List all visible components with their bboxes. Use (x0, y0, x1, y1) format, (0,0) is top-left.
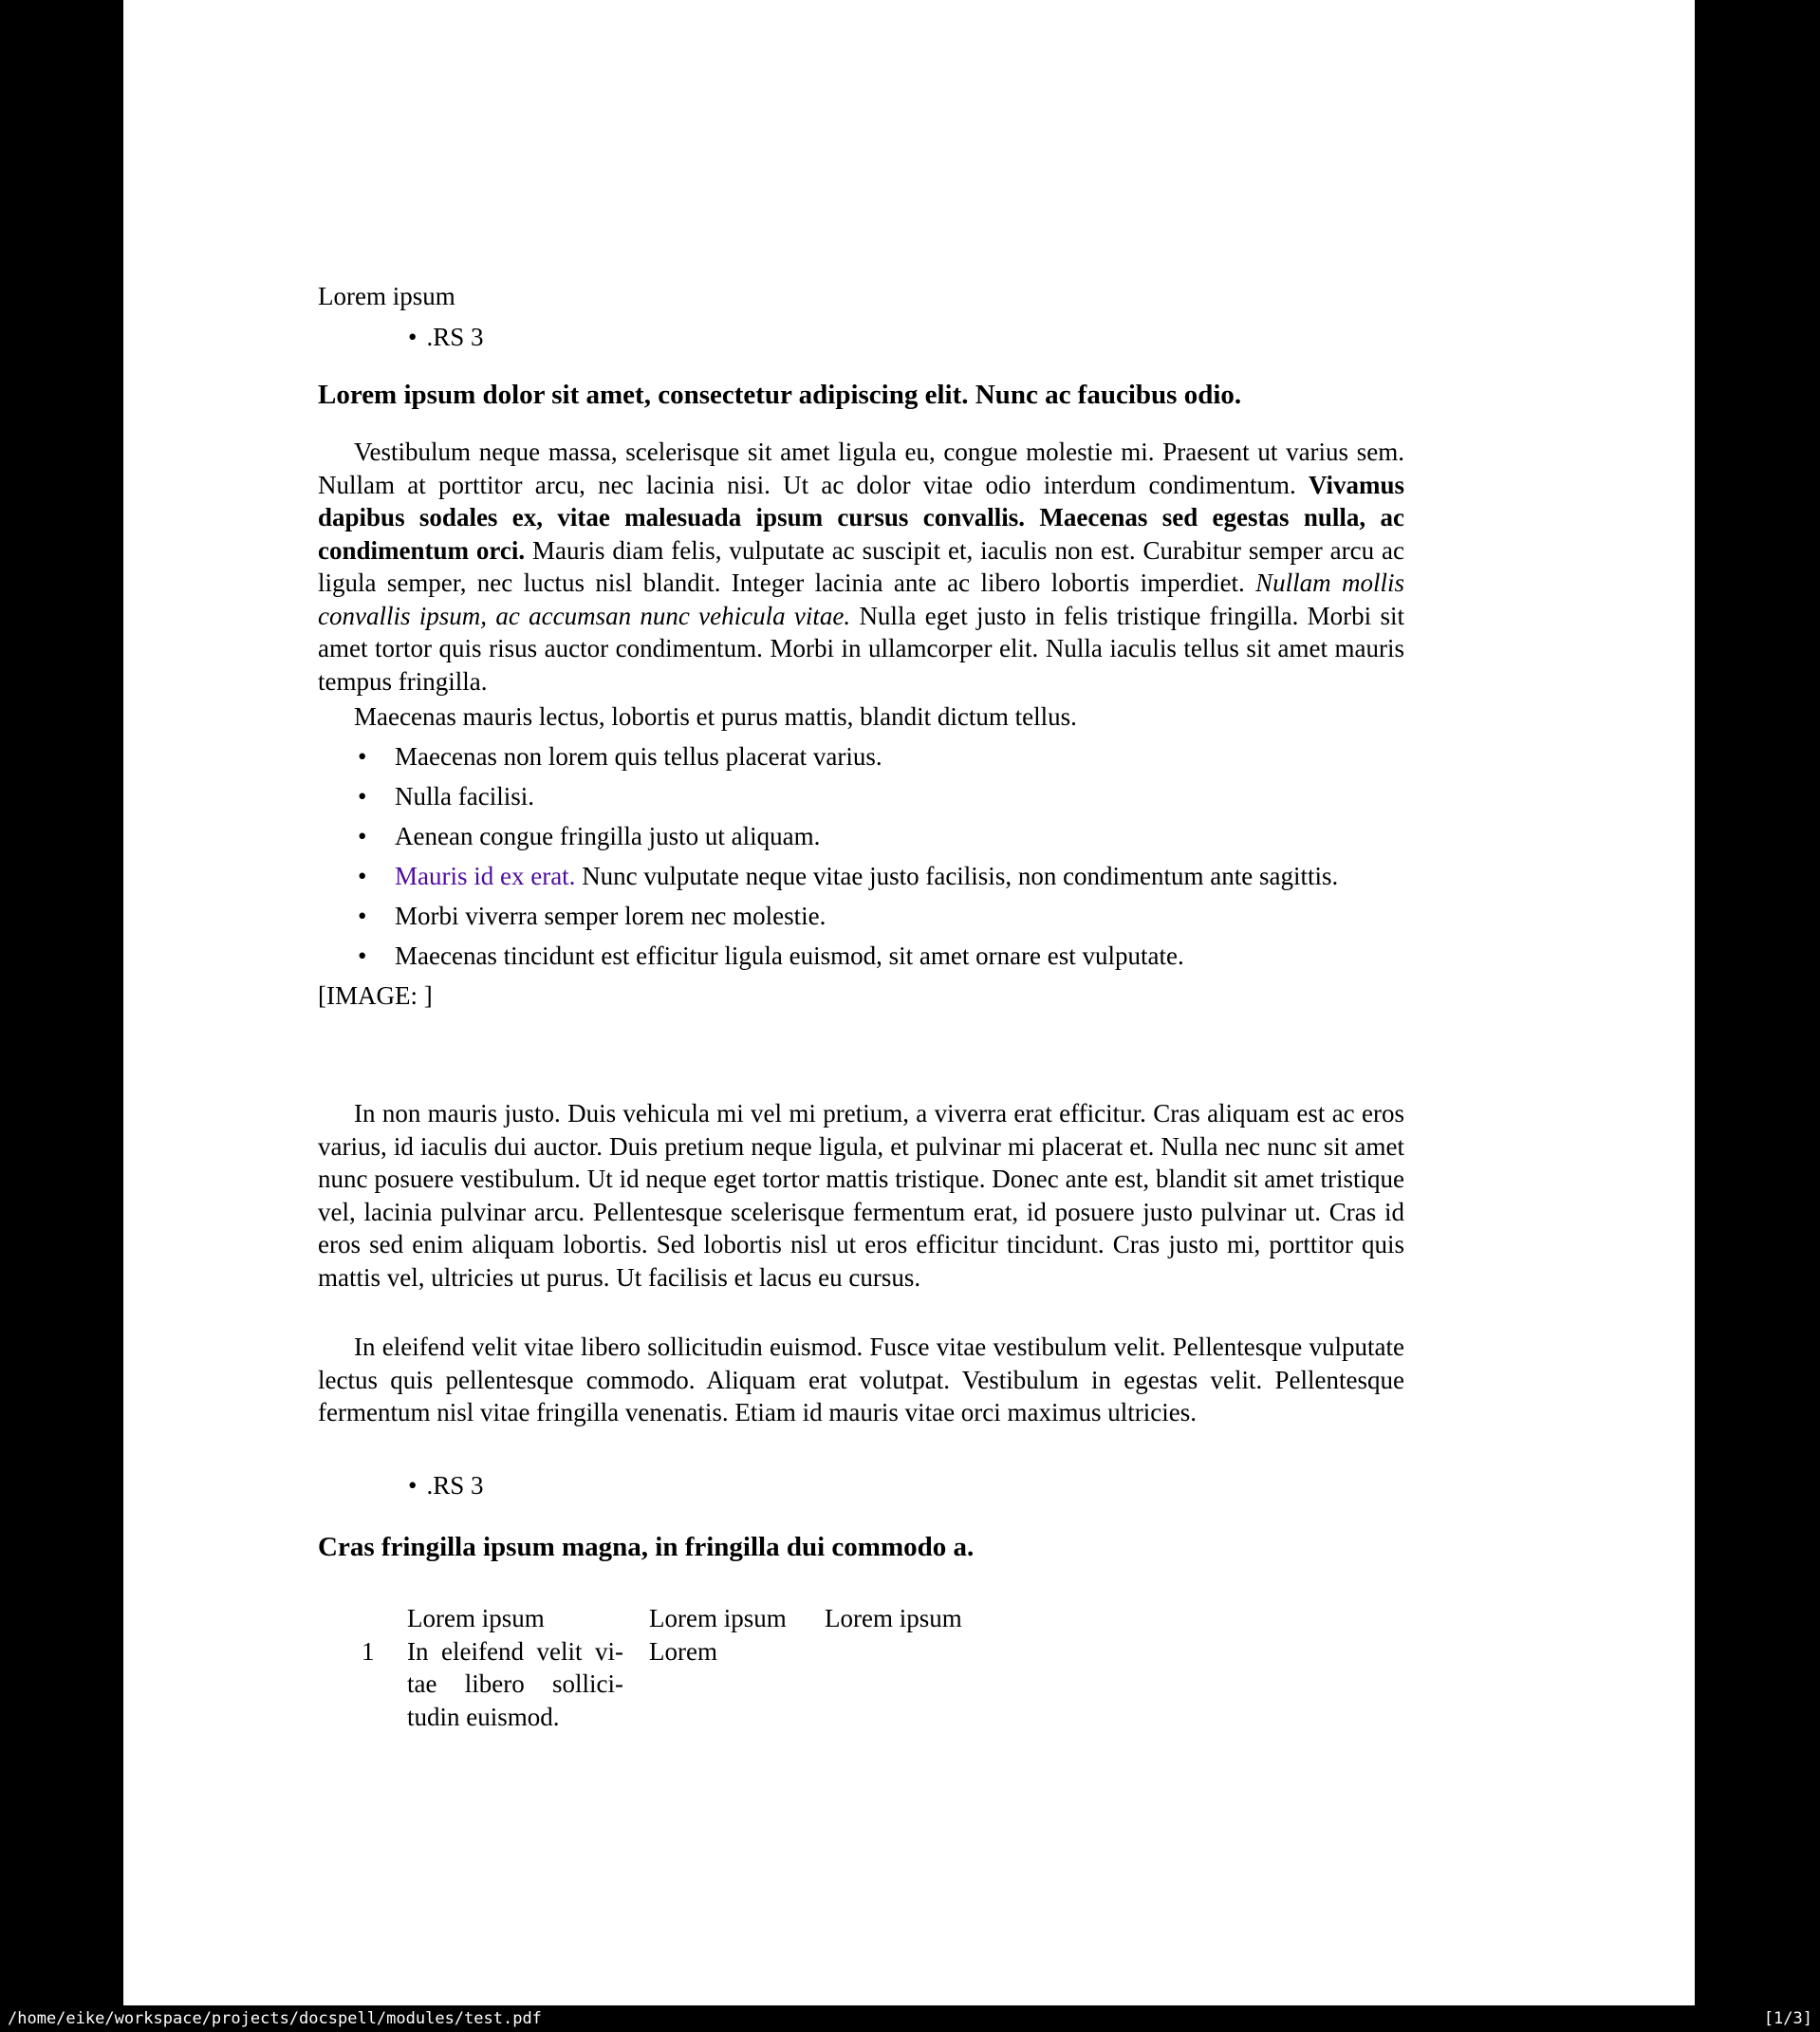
paragraph-1b: Maecenas mauris lectus, lobortis et purus mattis, blandit dictum tellus. (354, 702, 1077, 731)
rs-directive-line-1 (318, 321, 1495, 354)
list-item (318, 740, 1404, 774)
rs-directive-text: .RS 3 (426, 323, 484, 351)
paragraph-1: Vestibulum neque massa, scelerisque sit amet ligula eu, congue molestie mi. Praesent ut varius sem. Nullam at porttitor arcu, nec lacinia nisi. Ut ac dolor vitae odio interdum condimentum. Vivamus dapibus sodales ex, vitae malesuada ipsum cursus convallis. Maecenas sed egestas nulla, ac condimentum orci. Mauris diam felis, vulputate ac suscipit et, iaculis non est. Curabitur semper arcu ac ligula semper, nec luctus nisl blandit. Integer lacinia ante ac libero lobortis imperdiet. Nullam mollis convallis ipsum, ac accumsan nunc vehicula vitae. Nulla eget justo in felis tristique fringilla. Morbi sit amet tortor quis risus auctor condimentum. Morbi in ullamcorper elit. Nulla iaculis tellus sit amet mauris tempus fringilla. (318, 438, 1404, 696)
list-item-text: Aenean congue fringilla justo ut aliquam. (395, 822, 821, 850)
bullet-icon: • (358, 902, 367, 930)
list-item-text: Maecenas tincidunt est efficitur ligula euismod, sit amet ornare est vulputate. (395, 941, 1184, 970)
list-item (318, 900, 1404, 933)
table (318, 1602, 1404, 1734)
list-item-text-with-link[interactable]: Mauris id ex erat. Nunc vulputate neque vitae justo facilisis, non condimentum ante sagittis. (395, 862, 1339, 890)
image-placeholder: [IMAGE: ] (318, 981, 433, 1010)
bullet-icon: • (358, 862, 367, 890)
bullet-list (318, 740, 1404, 979)
list-item (318, 940, 1404, 973)
table-cell: Lorem (649, 1636, 717, 1666)
rs-directive-text: .RS 3 (426, 1471, 484, 1500)
list-item-text: Morbi viverra semper lorem nec molestie. (395, 902, 826, 930)
document-page[interactable] (123, 0, 1695, 2005)
table-header-cell: Lorem ipsum (649, 1604, 787, 1632)
paragraph-3: In eleifend velit vitae libero sollicitudin euismod. Fusce vitae vestibulum velit. Pellentesque vulputate lectus quis pellentesque commodo. Aliquam erat volutpat. Vestibulum in egestas velit. Pellentesque fermentum nisl vitae fringilla venenatis. Etiam id mauris vitae orci maximus ultricies. (318, 1333, 1404, 1426)
rs-directive-line-2 (318, 1469, 1495, 1502)
page-indicator: [1/3] (1763, 2009, 1812, 2028)
status-bar (0, 2005, 1820, 2032)
top-label: Lorem ipsum (318, 282, 455, 310)
table-header-row (318, 1602, 1404, 1635)
bullet-icon: • (358, 941, 367, 970)
list-item (318, 820, 1404, 853)
table-cell: In eleifend velit vitae libero sollicitudin euismod. (407, 1636, 623, 1731)
list-item (318, 780, 1404, 813)
file-path: /home/eike/workspace/projects/docspell/modules/test.pdf (8, 2009, 542, 2028)
bullet-icon: • (408, 323, 418, 351)
table-header-cell: Lorem ipsum (407, 1604, 545, 1632)
list-item-text: Maecenas non lorem quis tellus placerat varius. (395, 742, 882, 771)
table-header-cell: Lorem ipsum (825, 1604, 962, 1632)
section-heading-1: Lorem ipsum dolor sit amet, consectetur adipiscing elit. Nunc ac faucibus odio. (318, 380, 1242, 410)
list-item-text: Nulla facilisi. (395, 782, 534, 811)
list-item[interactable] (318, 860, 1404, 893)
table-row-number: 1 (362, 1636, 375, 1666)
bullet-icon: • (408, 1471, 418, 1500)
paragraph-2: In non mauris justo. Duis vehicula mi vel mi pretium, a viverra erat efficitur. Cras aliquam est ac eros varius, id iaculis dui auctor. Duis pretium neque ligula, et pulvinar mi placerat et. Nulla nec nunc sit amet nunc posuere vestibulum. Ut id neque eget tortor mattis tristique. Donec ante est, blandit sit amet tristique vel, lacinia pulvinar arcu. Pellentesque scelerisque fermentum erat, id posuere justo pulvinar ut. Cras id eros sed enim aliquam lobortis. Sed lobortis nisl ut eros efficitur tincidunt. Cras justo mi, porttitor quis mattis vel, ultricies ut purus. Ut facilisis et lacus eu cursus. (318, 1099, 1404, 1292)
table-row (318, 1635, 1404, 1734)
bullet-icon: • (358, 822, 367, 850)
section-heading-2: Cras fringilla ipsum magna, in fringilla dui commodo a. (318, 1532, 975, 1562)
bullet-icon: • (358, 742, 367, 771)
bullet-icon: • (358, 782, 367, 811)
